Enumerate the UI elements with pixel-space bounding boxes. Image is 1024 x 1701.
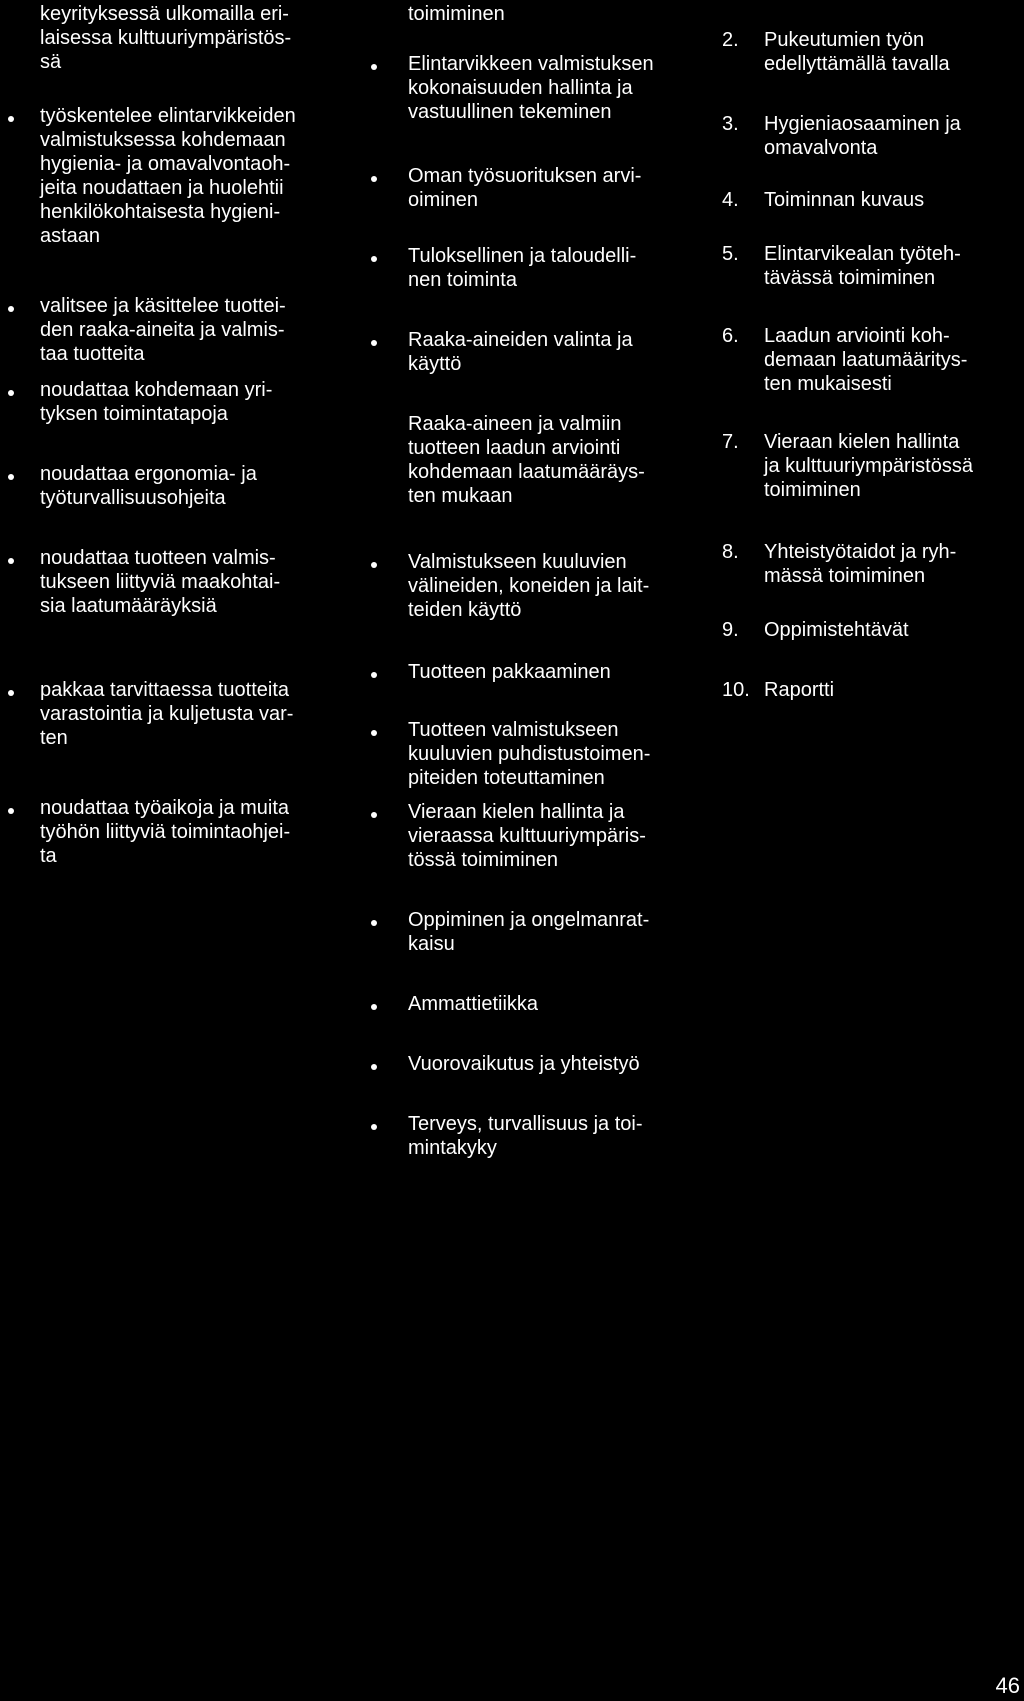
continuation-text: toimiminen [408, 3, 505, 25]
bullet-icon [8, 474, 14, 480]
bullet-icon [8, 808, 14, 814]
item-number: 4. [722, 189, 739, 211]
numbered-item: Hygieniaosaaminen ja omavalvonta [764, 113, 961, 159]
bullet-icon [8, 690, 14, 696]
bullet-icon [371, 1004, 377, 1010]
list-item: Tuotteen valmistukseen kuuluvien puhdistustoimen- piteiden toteuttaminen [408, 719, 651, 789]
bullet-icon [371, 340, 377, 346]
list-item: noudattaa työaikoja ja muita työhön liittyviä toimintaohjei- ta [40, 797, 291, 867]
bullet-icon [371, 1064, 377, 1070]
item-number: 8. [722, 541, 739, 563]
list-item: Tuotteen pakkaaminen [408, 661, 611, 683]
list-item: pakkaa tarvittaessa tuotteita varastointia ja kuljetusta var- ten [40, 679, 294, 749]
list-item: Terveys, turvallisuus ja toi- mintakyky [408, 1113, 643, 1159]
item-number: 5. [722, 243, 739, 265]
bullet-icon [371, 1124, 377, 1130]
list-item: Valmistukseen kuuluvien välineiden, koneiden ja lait- teiden käyttö [408, 551, 650, 621]
bullet-icon [8, 306, 14, 312]
numbered-item: Toiminnan kuvaus [764, 189, 925, 211]
list-item: Oman työsuorituksen arvi- oiminen [408, 165, 642, 211]
bullet-icon [371, 176, 377, 182]
item-number: 6. [722, 325, 739, 347]
list-item: Vieraan kielen hallinta ja vieraassa kulttuuriympäris- tössä toimiminen [408, 801, 646, 871]
item-number: 10. [722, 679, 750, 701]
list-item: Ammattietiikka [408, 993, 539, 1015]
numbered-item: Elintarvikealan työteh- tävässä toimiminen [764, 243, 961, 289]
item-number: 9. [722, 619, 739, 641]
list-item: noudattaa kohdemaan yri- tyksen toimintatapoja [40, 379, 273, 425]
list-item: Raaka-aineen ja valmiin tuotteen laadun arviointi kohdemaan laatumääräys- ten mukaan [408, 413, 645, 507]
list-item: valitsee ja käsittelee tuottei- den raaka-aineita ja valmis- taa tuotteita [40, 295, 286, 365]
numbered-item: Laadun arviointi koh- demaan laatumääritys- ten mukaisesti [764, 325, 968, 395]
bullet-icon [371, 730, 377, 736]
bullet-icon [8, 390, 14, 396]
numbered-item: Yhteistyötaidot ja ryh- mässä toimiminen [764, 541, 957, 587]
list-item: Oppiminen ja ongelmanrat- kaisu [408, 909, 650, 955]
bullet-icon [371, 256, 377, 262]
list-item: noudattaa ergonomia- ja työturvallisuusohjeita [40, 463, 257, 509]
bullet-icon [8, 558, 14, 564]
list-item: Elintarvikkeen valmistuksen kokonaisuuden hallinta ja vastuullinen tekeminen [408, 53, 654, 123]
numbered-item: Oppimistehtävät [764, 619, 909, 641]
bullet-icon [371, 562, 377, 568]
list-item: Raaka-aineiden valinta ja käyttö [408, 329, 633, 375]
list-item: noudattaa tuotteen valmis- tukseen liittyviä maakohtai- sia laatumääräyksiä [40, 547, 281, 617]
numbered-item: Pukeutumien työn edellyttämällä tavalla [764, 29, 950, 75]
continuation-text: keyrityksessä ulkomailla eri- laisessa kulttuuriympäristös- sä [40, 3, 292, 73]
list-item: Tuloksellinen ja taloudelli- nen toiminta [408, 245, 637, 291]
item-number: 3. [722, 113, 739, 135]
numbered-item: Raportti [764, 679, 835, 701]
bullet-icon [371, 920, 377, 926]
bullet-icon [371, 64, 377, 70]
item-number: 2. [722, 29, 739, 51]
bullet-icon [371, 812, 377, 818]
bullet-icon [8, 116, 14, 122]
numbered-item: Vieraan kielen hallinta ja kulttuuriympäristössä toimiminen [764, 431, 973, 501]
list-item: Vuorovaikutus ja yhteistyö [408, 1053, 640, 1075]
item-number: 7. [722, 431, 739, 453]
page-number: 46 [995, 1673, 1020, 1698]
list-item: työskentelee elintarvikkeiden valmistuksessa kohdemaan hygienia- ja omavalvontaoh- jeita noudattaen ja huolehtii henkilökohtaisesta hygieni- astaan [40, 105, 296, 247]
bullet-icon [371, 672, 377, 678]
